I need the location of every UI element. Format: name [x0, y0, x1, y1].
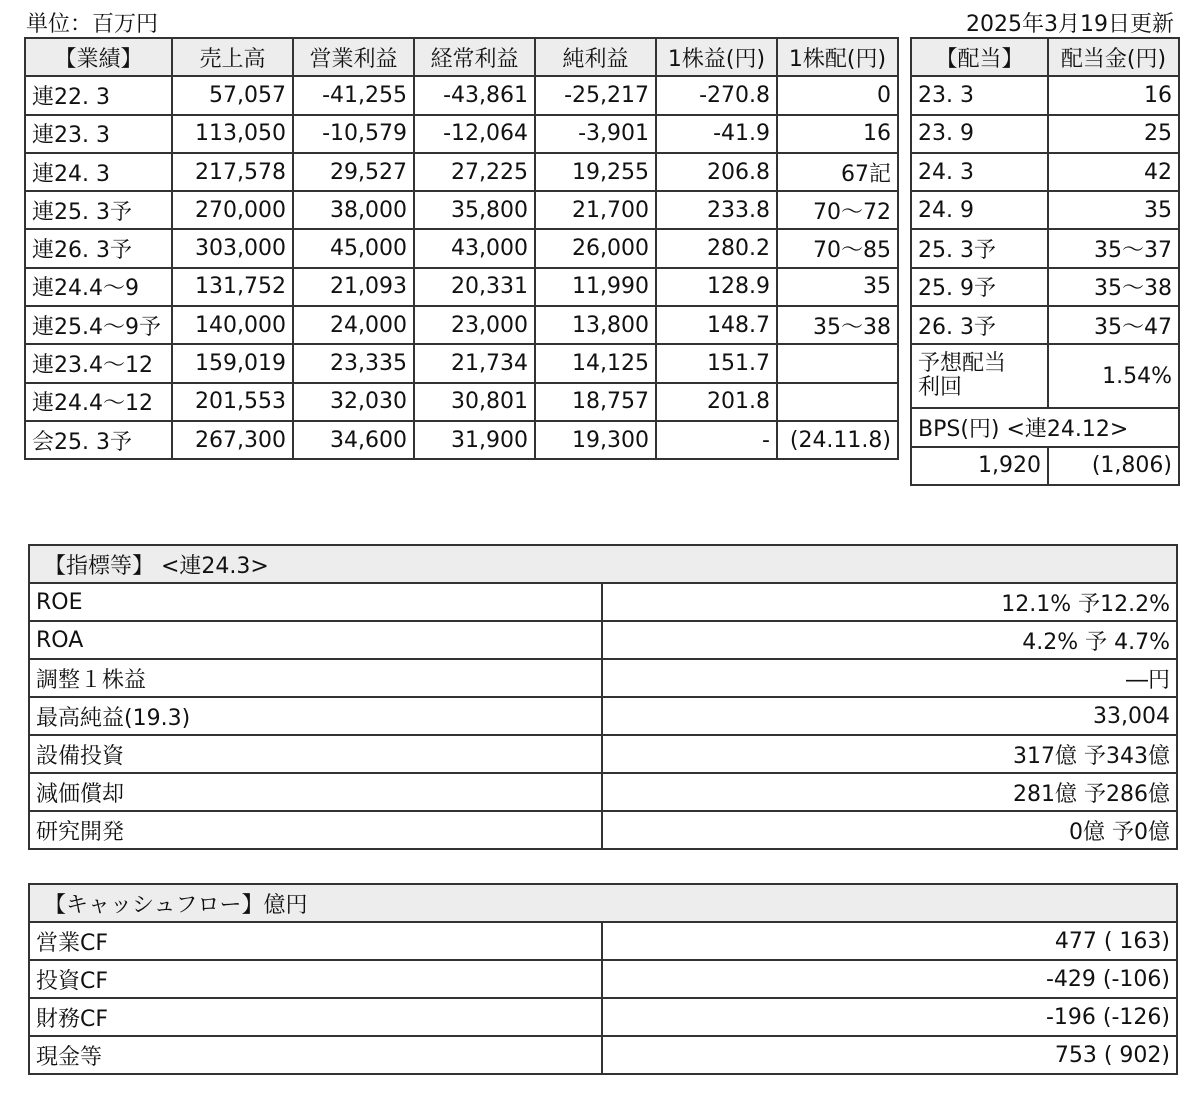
cashflow-value-cell: -429 (-106)	[602, 960, 1177, 998]
performance-value-cell: 24,000	[293, 306, 414, 344]
performance-row	[25, 191, 898, 229]
performance-value-cell: 21,700	[535, 191, 656, 229]
bps-previous-value: (1,806)	[1048, 447, 1179, 485]
performance-period-cell: 連24. 3	[25, 153, 172, 191]
cashflow-table	[28, 883, 1178, 1075]
dividend-yield-value: 1.54%	[1048, 344, 1179, 408]
performance-period-cell: 連23.4〜12	[25, 344, 172, 382]
dividend-period-cell: 24. 9	[911, 191, 1048, 229]
performance-value-cell: 14,125	[535, 344, 656, 382]
indicator-row	[29, 773, 1177, 811]
performance-header-cell: 純利益	[535, 38, 656, 76]
performance-value-cell: 151.7	[656, 344, 777, 382]
performance-value-cell: 35,800	[414, 191, 535, 229]
cashflow-label-cell: 現金等	[29, 1036, 602, 1074]
cashflow-label-cell: 投資CF	[29, 960, 602, 998]
bps-value: 1,920	[911, 447, 1048, 485]
performance-value-cell: 38,000	[293, 191, 414, 229]
indicator-title: 【指標等】 <連24.3>	[29, 545, 1177, 583]
performance-value-cell: 267,300	[172, 421, 293, 459]
dividend-row	[911, 229, 1179, 267]
indicator-row	[29, 621, 1177, 659]
indicator-value-cell: 0億 予0億	[602, 811, 1177, 849]
dividend-period-cell: 26. 3予	[911, 306, 1048, 344]
bps-value-row	[911, 447, 1179, 485]
performance-value-cell: 140,000	[172, 306, 293, 344]
performance-row	[25, 115, 898, 153]
performance-value-cell: 35	[777, 268, 898, 306]
performance-value-cell: 303,000	[172, 229, 293, 267]
dividend-amount-cell: 35〜37	[1048, 229, 1179, 267]
dividend-header-cell: 配当金(円)	[1048, 38, 1179, 76]
performance-value-cell: 23,335	[293, 344, 414, 382]
performance-value-cell: 21,093	[293, 268, 414, 306]
performance-value-cell: 29,527	[293, 153, 414, 191]
cashflow-row	[29, 922, 1177, 960]
dividend-amount-cell: 25	[1048, 115, 1179, 153]
bps-label: BPS(円) <連24.12>	[911, 408, 1179, 446]
performance-header-cell: 1株益(円)	[656, 38, 777, 76]
cashflow-title: 【キャッシュフロー】億円	[29, 884, 1177, 922]
dividend-period-cell: 25. 3予	[911, 229, 1048, 267]
performance-value-cell: 34,600	[293, 421, 414, 459]
performance-period-cell: 連24.4〜9	[25, 268, 172, 306]
performance-value-cell: 16	[777, 115, 898, 153]
performance-value-cell: 233.8	[656, 191, 777, 229]
performance-value-cell: -3,901	[535, 115, 656, 153]
performance-value-cell: 43,000	[414, 229, 535, 267]
indicator-row	[29, 735, 1177, 773]
dividend-yield-label	[911, 344, 1048, 408]
indicator-value-cell: 317億 予343億	[602, 735, 1177, 773]
indicator-row	[29, 583, 1177, 621]
performance-value-cell: 18,757	[535, 383, 656, 421]
performance-value-cell: -25,217	[535, 76, 656, 114]
unit-label: 単位：百万円	[26, 12, 159, 37]
indicator-label-cell: 減価償却	[29, 773, 602, 811]
performance-value-cell: 113,050	[172, 115, 293, 153]
updated-date: 2025年3月19日更新	[966, 12, 1174, 37]
indicator-value-cell: 33,004	[602, 697, 1177, 735]
indicator-label-cell: ROA	[29, 621, 602, 659]
performance-row	[25, 344, 898, 382]
performance-row	[25, 268, 898, 306]
performance-table	[24, 37, 899, 460]
performance-row	[25, 153, 898, 191]
cashflow-row	[29, 998, 1177, 1036]
performance-value-cell: 159,019	[172, 344, 293, 382]
yield-label-line1: 予想配当	[918, 351, 1007, 377]
indicator-label-cell: 研究開発	[29, 811, 602, 849]
performance-value-cell: 11,990	[535, 268, 656, 306]
performance-value-cell: 20,331	[414, 268, 535, 306]
dividend-amount-cell: 35	[1048, 191, 1179, 229]
performance-value-cell: 35〜38	[777, 306, 898, 344]
performance-value-cell: 270,000	[172, 191, 293, 229]
performance-header-cell: 1株配(円)	[777, 38, 898, 76]
performance-value-cell: 201.8	[656, 383, 777, 421]
performance-value-cell: -43,861	[414, 76, 535, 114]
performance-row	[25, 383, 898, 421]
performance-value-cell: 131,752	[172, 268, 293, 306]
indicator-value-cell: 281億 予286億	[602, 773, 1177, 811]
performance-value-cell: 31,900	[414, 421, 535, 459]
indicator-label-cell: 最高純益(19.3)	[29, 697, 602, 735]
dividend-row	[911, 76, 1179, 114]
performance-value-cell: 128.9	[656, 268, 777, 306]
indicator-row	[29, 811, 1177, 849]
performance-period-cell: 連23. 3	[25, 115, 172, 153]
dividend-period-cell: 24. 3	[911, 153, 1048, 191]
bps-label-row	[911, 408, 1179, 446]
dividend-period-cell: 23. 3	[911, 76, 1048, 114]
dividend-period-cell: 25. 9予	[911, 268, 1048, 306]
indicator-title-row	[29, 545, 1177, 583]
dividend-yield-row	[911, 344, 1179, 408]
dividend-amount-cell: 42	[1048, 153, 1179, 191]
performance-value-cell: 67記	[777, 153, 898, 191]
indicator-label-cell: 調整１株益	[29, 659, 602, 697]
performance-value-cell: 19,300	[535, 421, 656, 459]
performance-header-row	[25, 38, 898, 76]
dividend-header-row	[911, 38, 1179, 76]
performance-header-cell: 経常利益	[414, 38, 535, 76]
dividend-row	[911, 153, 1179, 191]
performance-value-cell: -	[656, 421, 777, 459]
performance-value-cell: 280.2	[656, 229, 777, 267]
dividend-amount-cell: 35〜47	[1048, 306, 1179, 344]
cashflow-label-cell: 財務CF	[29, 998, 602, 1036]
performance-value-cell: 32,030	[293, 383, 414, 421]
dividend-table	[910, 37, 1180, 486]
indicator-row	[29, 697, 1177, 735]
indicator-label-cell: 設備投資	[29, 735, 602, 773]
cashflow-value-cell: -196 (-126)	[602, 998, 1177, 1036]
performance-value-cell: 57,057	[172, 76, 293, 114]
performance-row	[25, 229, 898, 267]
indicator-value-cell: ―円	[602, 659, 1177, 697]
cashflow-title-row	[29, 884, 1177, 922]
dividend-row	[911, 115, 1179, 153]
performance-header-cell: 営業利益	[293, 38, 414, 76]
performance-row	[25, 421, 898, 459]
performance-value-cell	[777, 383, 898, 421]
performance-value-cell: -10,579	[293, 115, 414, 153]
performance-value-cell: -41,255	[293, 76, 414, 114]
performance-row	[25, 76, 898, 114]
performance-header-cell: 売上高	[172, 38, 293, 76]
performance-value-cell: 19,255	[535, 153, 656, 191]
performance-period-cell: 連22. 3	[25, 76, 172, 114]
performance-value-cell: 70〜85	[777, 229, 898, 267]
dividend-row	[911, 191, 1179, 229]
indicator-value-cell: 4.2% 予 4.7%	[602, 621, 1177, 659]
yield-label-line2: 利回	[918, 375, 963, 401]
performance-header-cell: 【業績】	[25, 38, 172, 76]
performance-value-cell: -41.9	[656, 115, 777, 153]
indicator-value-cell: 12.1% 予12.2%	[602, 583, 1177, 621]
performance-value-cell: -12,064	[414, 115, 535, 153]
performance-period-cell: 連26. 3予	[25, 229, 172, 267]
cashflow-row	[29, 960, 1177, 998]
dividend-row	[911, 268, 1179, 306]
performance-value-cell: 13,800	[535, 306, 656, 344]
performance-row	[25, 306, 898, 344]
performance-value-cell: 45,000	[293, 229, 414, 267]
performance-value-cell: 0	[777, 76, 898, 114]
performance-period-cell: 連25. 3予	[25, 191, 172, 229]
performance-value-cell: 70〜72	[777, 191, 898, 229]
indicators-table	[28, 544, 1178, 850]
cashflow-value-cell: 753 ( 902)	[602, 1036, 1177, 1074]
performance-value-cell	[777, 344, 898, 382]
performance-value-cell: 217,578	[172, 153, 293, 191]
performance-value-cell: 148.7	[656, 306, 777, 344]
cashflow-row	[29, 1036, 1177, 1074]
performance-value-cell: 30,801	[414, 383, 535, 421]
dividend-amount-cell: 35〜38	[1048, 268, 1179, 306]
dividend-amount-cell: 16	[1048, 76, 1179, 114]
performance-period-cell: 連24.4〜12	[25, 383, 172, 421]
cashflow-label-cell: 営業CF	[29, 922, 602, 960]
indicator-row	[29, 659, 1177, 697]
dividend-header-cell: 【配当】	[911, 38, 1048, 76]
performance-value-cell: 201,553	[172, 383, 293, 421]
indicator-label-cell: ROE	[29, 583, 602, 621]
performance-period-cell: 会25. 3予	[25, 421, 172, 459]
dividend-row	[911, 306, 1179, 344]
performance-period-cell: 連25.4〜9予	[25, 306, 172, 344]
performance-value-cell: 206.8	[656, 153, 777, 191]
performance-value-cell: -270.8	[656, 76, 777, 114]
cashflow-value-cell: 477 ( 163)	[602, 922, 1177, 960]
performance-value-cell: 21,734	[414, 344, 535, 382]
performance-value-cell: 27,225	[414, 153, 535, 191]
performance-value-cell: 26,000	[535, 229, 656, 267]
dividend-period-cell: 23. 9	[911, 115, 1048, 153]
performance-value-cell: (24.11.8)	[777, 421, 898, 459]
performance-value-cell: 23,000	[414, 306, 535, 344]
